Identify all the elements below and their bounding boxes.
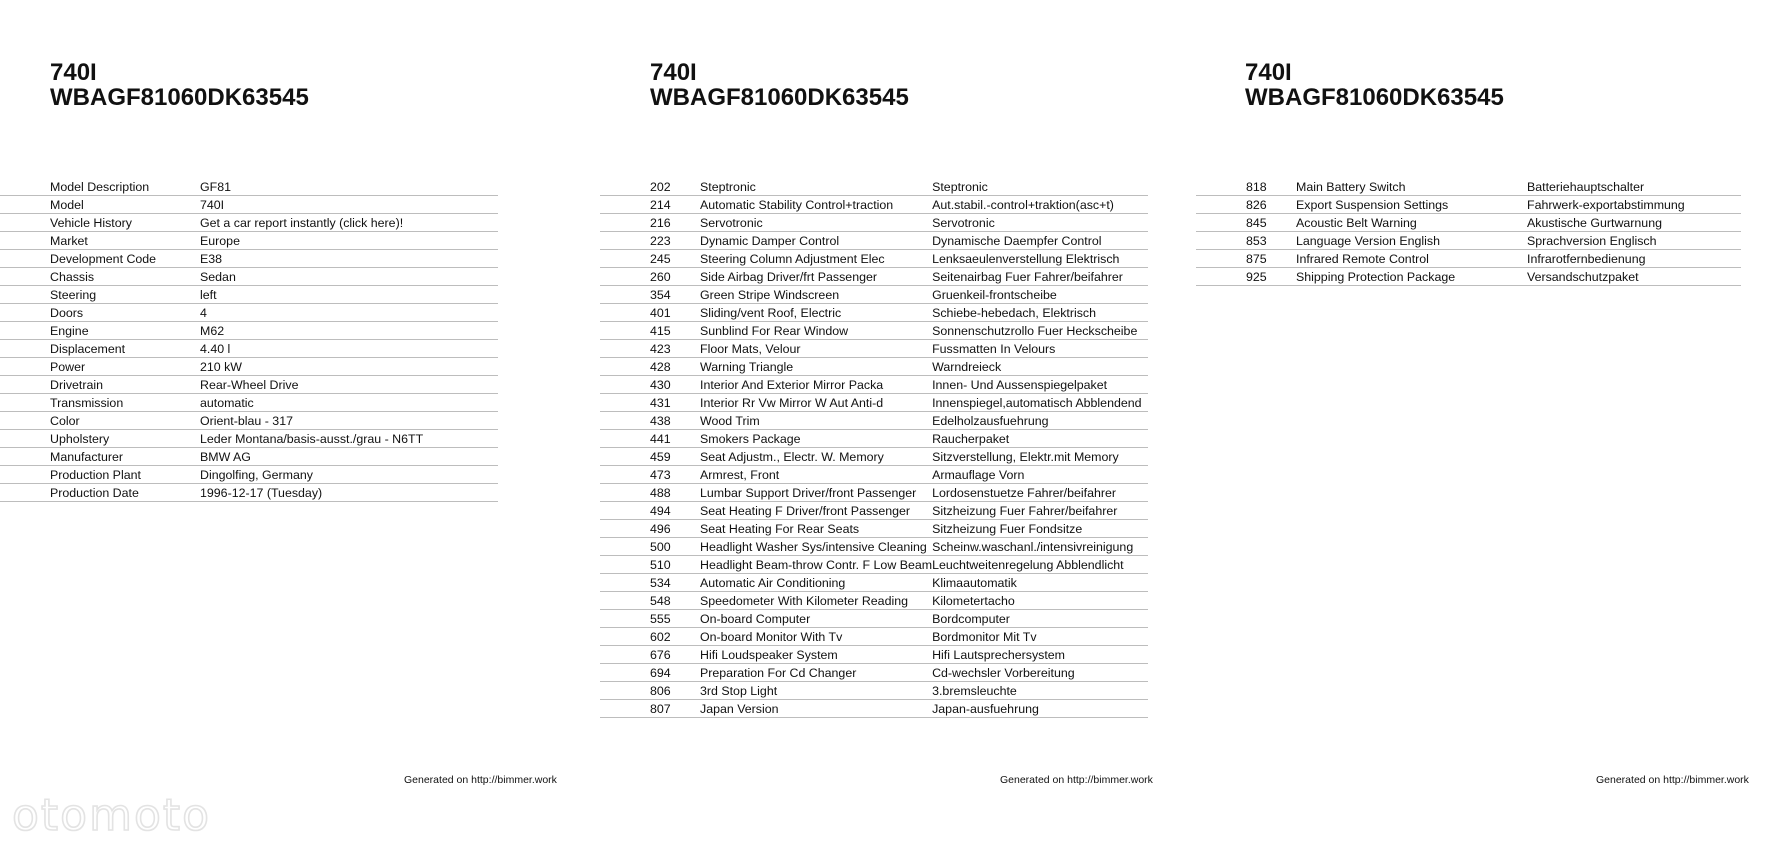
watermark-logo [12, 790, 297, 840]
option-name-de: Lordosenstuetze Fahrer/beifahrer [932, 484, 1148, 502]
option-code: 431 [600, 394, 700, 412]
spec-value: automatic [200, 394, 498, 412]
option-name-en: Language Version English [1296, 232, 1527, 250]
option-name-en: Headlight Washer Sys/intensive Cleaning [700, 538, 932, 556]
option-code: 430 [600, 376, 700, 394]
option-name-de: Edelholzausfuehrung [932, 412, 1148, 430]
option-name-de: Gruenkeil-frontscheibe [932, 286, 1148, 304]
option-row [1196, 250, 1741, 268]
option-code: 459 [600, 448, 700, 466]
option-name-en: Side Airbag Driver/frt Passenger [700, 268, 932, 286]
spec-value: Orient-blau - 317 [200, 412, 498, 430]
option-code: 826 [1196, 196, 1296, 214]
option-name-de: Steptronic [932, 178, 1148, 196]
title-model: 740I [650, 59, 697, 86]
option-name-de: Aut.stabil.-control+traktion(asc+t) [932, 196, 1148, 214]
spec-row [0, 394, 498, 412]
option-name-de: Japan-ausfuehrung [932, 700, 1148, 718]
spec-row [0, 322, 498, 340]
spec-label: Model Description [0, 178, 200, 196]
option-name-en: Sunblind For Rear Window [700, 322, 932, 340]
option-name-en: Smokers Package [700, 430, 932, 448]
option-name-de: 3.bremsleuchte [932, 682, 1148, 700]
spec-value: Dingolfing, Germany [200, 466, 498, 484]
option-code: 602 [600, 628, 700, 646]
option-name-en: Armrest, Front [700, 466, 932, 484]
spec-row [0, 376, 498, 394]
option-row [1196, 232, 1741, 250]
page-title [1245, 60, 1504, 110]
option-code: 548 [600, 592, 700, 610]
page-title [50, 60, 309, 110]
option-name-en: Dynamic Damper Control [700, 232, 932, 250]
spec-row [0, 250, 498, 268]
option-row [600, 502, 1148, 520]
option-name-en: Hifi Loudspeaker System [700, 646, 932, 664]
spec-label: Upholstery [0, 430, 200, 448]
spec-value: 740I [200, 196, 498, 214]
spec-row [0, 268, 498, 286]
svg-text:otomoto: otomoto [12, 790, 212, 840]
option-code: 245 [600, 250, 700, 268]
option-name-de: Sitzverstellung, Elektr.mit Memory [932, 448, 1148, 466]
spec-value: E38 [200, 250, 498, 268]
spec-label: Development Code [0, 250, 200, 268]
option-row [1196, 214, 1741, 232]
options-table [600, 178, 1148, 718]
spec-value: 210 kW [200, 358, 498, 376]
page-2 [596, 0, 1192, 842]
option-name-en: Steptronic [700, 178, 932, 196]
option-name-en: Infrared Remote Control [1296, 250, 1527, 268]
option-name-en: Steering Column Adjustment Elec [700, 250, 932, 268]
spec-label: Color [0, 412, 200, 430]
option-row [1196, 196, 1741, 214]
spec-value: Europe [200, 232, 498, 250]
option-code: 534 [600, 574, 700, 592]
option-name-en: Green Stripe Windscreen [700, 286, 932, 304]
option-code: 694 [600, 664, 700, 682]
option-code: 214 [600, 196, 700, 214]
option-row [600, 538, 1148, 556]
option-row [1196, 178, 1741, 196]
spec-row [0, 484, 498, 502]
option-row [600, 556, 1148, 574]
footer-generated: Generated on http://bimmer.work [404, 774, 557, 786]
option-name-en: On-board Monitor With Tv [700, 628, 932, 646]
option-name-de: Armauflage Vorn [932, 466, 1148, 484]
option-name-de: Sprachversion Englisch [1527, 232, 1741, 250]
option-name-en: Lumbar Support Driver/front Passenger [700, 484, 932, 502]
title-model: 740I [1245, 59, 1292, 86]
footer-generated: Generated on http://bimmer.work [1000, 774, 1153, 786]
spec-value: Get a car report instantly (click here)! [200, 214, 498, 232]
option-name-en: On-board Computer [700, 610, 932, 628]
option-name-en: Interior Rr Vw Mirror W Aut Anti-d [700, 394, 932, 412]
option-code: 401 [600, 304, 700, 322]
spec-label: Production Plant [0, 466, 200, 484]
option-name-de: Sitzheizung Fuer Fahrer/beifahrer [932, 502, 1148, 520]
option-row [600, 430, 1148, 448]
option-name-en: Interior And Exterior Mirror Packa [700, 376, 932, 394]
spec-label: Chassis [0, 268, 200, 286]
spec-label: Steering [0, 286, 200, 304]
option-row [1196, 268, 1741, 286]
option-code: 845 [1196, 214, 1296, 232]
option-code: 676 [600, 646, 700, 664]
title-vin: WBAGF81060DK63545 [650, 84, 909, 111]
spec-value: 4 [200, 304, 498, 322]
option-name-de: Innen- Und Aussenspiegelpaket [932, 376, 1148, 394]
option-code: 415 [600, 322, 700, 340]
option-name-en: Preparation For Cd Changer [700, 664, 932, 682]
spec-label: Manufacturer [0, 448, 200, 466]
spec-label: Production Date [0, 484, 200, 502]
option-code: 441 [600, 430, 700, 448]
option-code: 555 [600, 610, 700, 628]
option-code: 853 [1196, 232, 1296, 250]
spec-label: Drivetrain [0, 376, 200, 394]
spec-value: BMW AG [200, 448, 498, 466]
option-code: 500 [600, 538, 700, 556]
spec-value: left [200, 286, 498, 304]
option-name-de: Schiebe-hebedach, Elektrisch [932, 304, 1148, 322]
option-row [600, 232, 1148, 250]
option-row [600, 592, 1148, 610]
spec-row [0, 340, 498, 358]
option-name-en: Shipping Protection Package [1296, 268, 1527, 286]
spec-row [0, 448, 498, 466]
spec-value: Sedan [200, 268, 498, 286]
spec-row [0, 466, 498, 484]
spec-label: Doors [0, 304, 200, 322]
option-name-en: Speedometer With Kilometer Reading [700, 592, 932, 610]
option-row [600, 466, 1148, 484]
option-code: 807 [600, 700, 700, 718]
option-row [600, 304, 1148, 322]
option-row [600, 682, 1148, 700]
spec-label: Power [0, 358, 200, 376]
footer-generated: Generated on http://bimmer.work [1596, 774, 1749, 786]
option-name-de: Akustische Gurtwarnung [1527, 214, 1741, 232]
option-name-en: Japan Version [700, 700, 932, 718]
page-3 [1192, 0, 1786, 842]
option-name-de: Fussmatten In Velours [932, 340, 1148, 358]
option-row [600, 322, 1148, 340]
option-row [600, 178, 1148, 196]
option-row [600, 574, 1148, 592]
option-name-en: Seat Heating For Rear Seats [700, 520, 932, 538]
option-row [600, 412, 1148, 430]
title-vin: WBAGF81060DK63545 [1245, 84, 1504, 111]
option-row [600, 376, 1148, 394]
spec-label: Vehicle History [0, 214, 200, 232]
option-name-en: Acoustic Belt Warning [1296, 214, 1527, 232]
option-row [600, 286, 1148, 304]
option-row [600, 628, 1148, 646]
option-name-de: Batteriehauptschalter [1527, 178, 1741, 196]
option-row [600, 646, 1148, 664]
option-name-de: Fahrwerk-exportabstimmung [1527, 196, 1741, 214]
option-row [600, 340, 1148, 358]
option-code: 473 [600, 466, 700, 484]
option-name-de: Bordcomputer [932, 610, 1148, 628]
spec-row [0, 178, 498, 196]
spec-row [0, 412, 498, 430]
option-code: 260 [600, 268, 700, 286]
option-row [600, 196, 1148, 214]
option-name-de: Hifi Lautsprechersystem [932, 646, 1148, 664]
spec-row [0, 358, 498, 376]
option-name-de: Warndreieck [932, 358, 1148, 376]
spec-label: Transmission [0, 394, 200, 412]
option-row [600, 520, 1148, 538]
option-name-en: Export Suspension Settings [1296, 196, 1527, 214]
option-name-de: Leuchtweitenregelung Abblendlicht [932, 556, 1148, 574]
option-code: 438 [600, 412, 700, 430]
option-name-en: Servotronic [700, 214, 932, 232]
option-name-en: 3rd Stop Light [700, 682, 932, 700]
option-code: 510 [600, 556, 700, 574]
page-title [650, 60, 909, 110]
option-name-en: Sliding/vent Roof, Electric [700, 304, 932, 322]
options-table [1196, 178, 1741, 286]
option-row [600, 250, 1148, 268]
spec-label: Displacement [0, 340, 200, 358]
option-row [600, 610, 1148, 628]
option-name-de: Scheinw.waschanl./intensivreinigung [932, 538, 1148, 556]
option-name-de: Sitzheizung Fuer Fondsitze [932, 520, 1148, 538]
option-name-de: Versandschutzpaket [1527, 268, 1741, 286]
option-code: 423 [600, 340, 700, 358]
option-name-de: Dynamische Daempfer Control [932, 232, 1148, 250]
option-name-de: Cd-wechsler Vorbereitung [932, 664, 1148, 682]
option-code: 488 [600, 484, 700, 502]
option-name-en: Main Battery Switch [1296, 178, 1527, 196]
option-row [600, 358, 1148, 376]
option-name-de: Servotronic [932, 214, 1148, 232]
spec-row [0, 196, 498, 214]
spec-label: Market [0, 232, 200, 250]
option-code: 216 [600, 214, 700, 232]
option-name-de: Innenspiegel,automatisch Abblendend [932, 394, 1148, 412]
option-name-de: Infrarotfernbedienung [1527, 250, 1741, 268]
option-name-en: Headlight Beam-throw Contr. F Low Beam [700, 557, 933, 572]
option-code: 428 [600, 358, 700, 376]
spec-value: Rear-Wheel Drive [200, 376, 498, 394]
spec-value: 4.40 l [200, 340, 498, 358]
option-code: 875 [1196, 250, 1296, 268]
option-name-en: Wood Trim [700, 412, 932, 430]
option-code: 925 [1196, 268, 1296, 286]
option-code: 494 [600, 502, 700, 520]
spec-row [0, 214, 498, 232]
option-name-de: Kilometertacho [932, 592, 1148, 610]
option-name-de: Sonnenschutzrollo Fuer Heckscheibe [932, 322, 1148, 340]
option-code: 202 [600, 178, 700, 196]
option-code: 496 [600, 520, 700, 538]
option-row [600, 664, 1148, 682]
title-vin: WBAGF81060DK63545 [50, 84, 309, 111]
option-name-de: Seitenairbag Fuer Fahrer/beifahrer [932, 268, 1148, 286]
spec-row [0, 304, 498, 322]
spec-row [0, 232, 498, 250]
spec-value: GF81 [200, 178, 498, 196]
option-name-en: Automatic Air Conditioning [700, 574, 932, 592]
page-1 [0, 0, 596, 842]
vehicle-spec-table [0, 178, 498, 502]
option-name-en: Floor Mats, Velour [700, 340, 932, 358]
spec-label: Engine [0, 322, 200, 340]
option-name-de: Lenksaeulenverstellung Elektrisch [932, 250, 1148, 268]
option-code: 818 [1196, 178, 1296, 196]
option-name-en: Seat Heating F Driver/front Passenger [700, 502, 932, 520]
spec-value: 1996-12-17 (Tuesday) [200, 484, 498, 502]
option-row [600, 268, 1148, 286]
option-name-en: Warning Triangle [700, 358, 932, 376]
spec-value: M62 [200, 322, 498, 340]
option-code: 223 [600, 232, 700, 250]
option-name-en: Seat Adjustm., Electr. W. Memory [700, 448, 932, 466]
option-row [600, 448, 1148, 466]
spec-value: Leder Montana/basis-ausst./grau - N6TT [200, 430, 498, 448]
option-row [600, 394, 1148, 412]
spec-label: Model [0, 196, 200, 214]
option-name-de: Bordmonitor Mit Tv [932, 628, 1148, 646]
option-code: 806 [600, 682, 700, 700]
option-row [600, 700, 1148, 718]
title-model: 740I [50, 59, 97, 86]
spec-row [0, 430, 498, 448]
spec-row [0, 286, 498, 304]
option-name-de: Raucherpaket [932, 430, 1148, 448]
option-row [600, 484, 1148, 502]
option-row [600, 214, 1148, 232]
option-name-en: Automatic Stability Control+traction [700, 196, 932, 214]
option-name-de: Klimaautomatik [932, 574, 1148, 592]
option-code: 354 [600, 286, 700, 304]
